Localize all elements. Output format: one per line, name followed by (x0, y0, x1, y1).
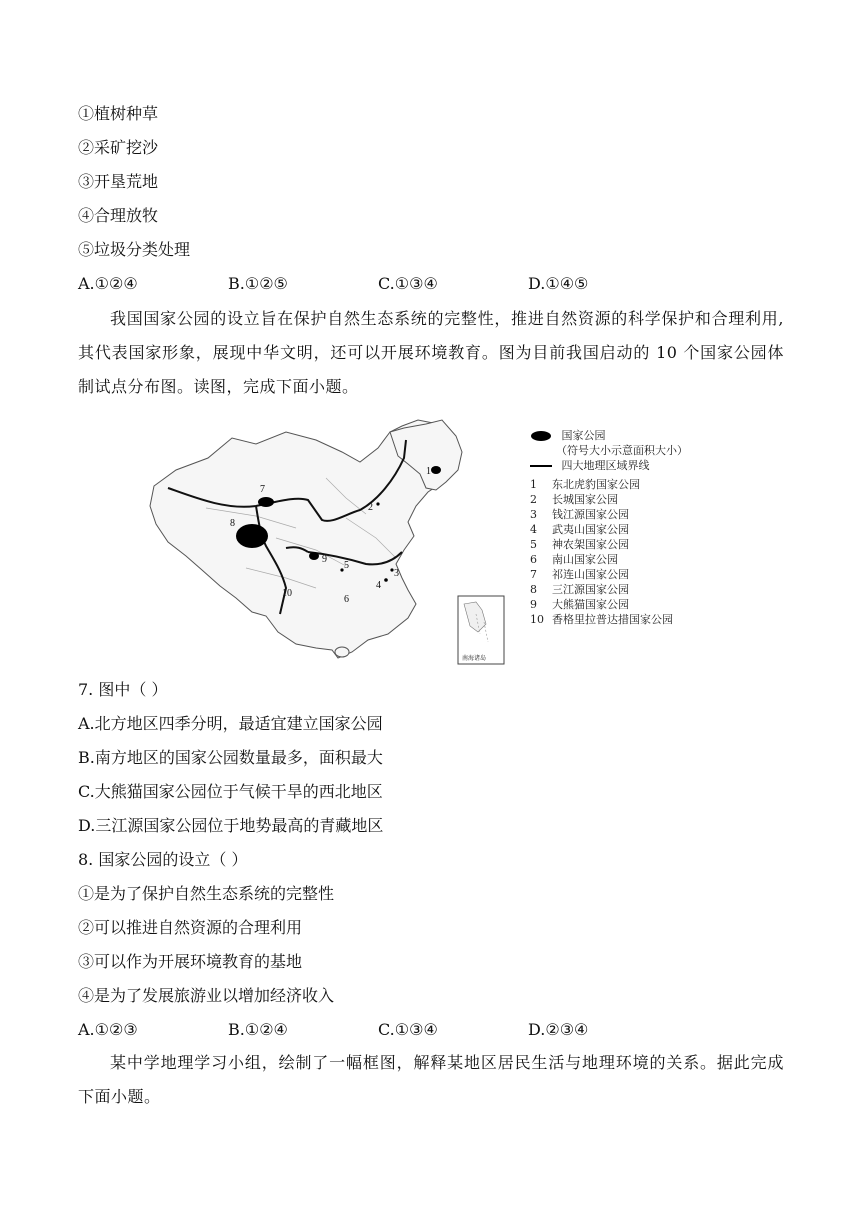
park-7-number: 7 (260, 484, 265, 495)
park-legend-icon (530, 431, 552, 441)
boundary-legend-icon (530, 462, 552, 470)
legend-park-9: 9 大熊猫国家公园 (530, 598, 629, 611)
option-d: D.②③④ (528, 1020, 589, 1039)
option-c: C.①③④ (378, 1020, 438, 1039)
park-4-number: 4 (376, 580, 381, 591)
q7-option-b: B.南方地区的国家公园数量最多，面积最大 (78, 748, 383, 767)
park-4-marker (384, 578, 388, 582)
list-item: ②采矿挖沙 (78, 138, 159, 157)
park-1-marker (431, 466, 441, 474)
q6-options (78, 274, 678, 294)
legend-park-2: 2 长城国家公园 (530, 493, 618, 506)
option-a: A.①②③ (78, 1020, 138, 1039)
park-8-marker (236, 524, 268, 548)
legend-park-5: 5 神农架国家公园 (530, 538, 629, 551)
park-6-number: 6 (344, 594, 349, 605)
legend-park-10: 10 香格里拉普达措国家公园 (530, 613, 673, 626)
q8-item-3: ③可以作为开展环境教育的基地 (78, 952, 303, 971)
park-5-number: 5 (344, 560, 349, 571)
legend-park-7: 7 祁连山国家公园 (530, 568, 629, 581)
legend-park-8: 8 三江源国家公园 (530, 583, 629, 596)
list-item: ⑤垃圾分类处理 (78, 240, 191, 259)
hainan-island (335, 647, 349, 657)
q8-item-2: ②可以推进自然资源的合理利用 (78, 918, 303, 937)
list-item: ③开垦荒地 (78, 172, 159, 191)
map-legend (530, 428, 688, 627)
legend-park-4: 4 武夷山国家公园 (530, 523, 629, 536)
option-b: B.①②④ (228, 1020, 288, 1039)
q7-stem: 7. 图中（ ） (78, 680, 168, 699)
q7-option-d: D.三江源国家公园位于地势最高的青藏地区 (78, 816, 384, 835)
list-item: ④合理放牧 (78, 206, 159, 225)
outro-paragraph: 某中学地理学习小组，绘制了一幅框图，解释某地区居民生活与地理环境的关系。据此完成下面小题。 (78, 1053, 784, 1106)
option-d: D.①④⑤ (528, 274, 589, 293)
legend-park-3: 3 钱江源国家公园 (530, 508, 629, 521)
option-a: A.①②④ (78, 274, 138, 293)
park-2-marker (376, 502, 379, 505)
inset-label: 南海诸岛 (462, 656, 487, 662)
park-10-number: 10 (282, 588, 292, 599)
park-2-number: 2 (368, 502, 373, 513)
q7-option-a: A.北方地区四季分明，最适宜建立国家公园 (78, 714, 383, 733)
q8-stem: 8. 国家公园的设立（ ） (78, 850, 248, 869)
intro-paragraph: 我国国家公园的设立旨在保护自然生态系统的完整性，推进自然资源的科学保护和合理利用,其代表国家形象，展现中华文明，还可以开展环境教育。图为目前我国启动的 10 个国家公园体制试点分布图。读图，完成下面小题。 (78, 309, 784, 396)
q8-item-4: ④是为了发展旅游业以增加经济收入 (78, 986, 335, 1005)
q8-options (78, 1020, 678, 1040)
q7-option-c: C.大熊猫国家公园位于气候干旱的西北地区 (78, 782, 383, 801)
park-7-marker (258, 497, 274, 507)
legend-park-label: 国家公园 (561, 429, 606, 442)
park-3-number: 3 (394, 568, 399, 579)
legend-park-6: 6 南山国家公园 (530, 553, 618, 566)
q8-item-1: ①是为了保护自然生态系统的完整性 (78, 884, 335, 903)
park-8-number: 8 (230, 518, 235, 529)
list-item: ①植树种草 (78, 104, 159, 123)
option-b: B.①②⑤ (228, 274, 288, 293)
legend-park-note: （符号大小示意面积大小） (556, 444, 688, 457)
option-c: C.①③④ (378, 274, 438, 293)
park-1-number: 1 (426, 466, 431, 477)
park-9-number: 9 (322, 554, 327, 565)
legend-park-1: 1 东北虎豹国家公园 (530, 478, 640, 491)
park-9-marker (309, 552, 319, 560)
legend-boundary-label: 四大地理区域界线 (561, 459, 650, 472)
